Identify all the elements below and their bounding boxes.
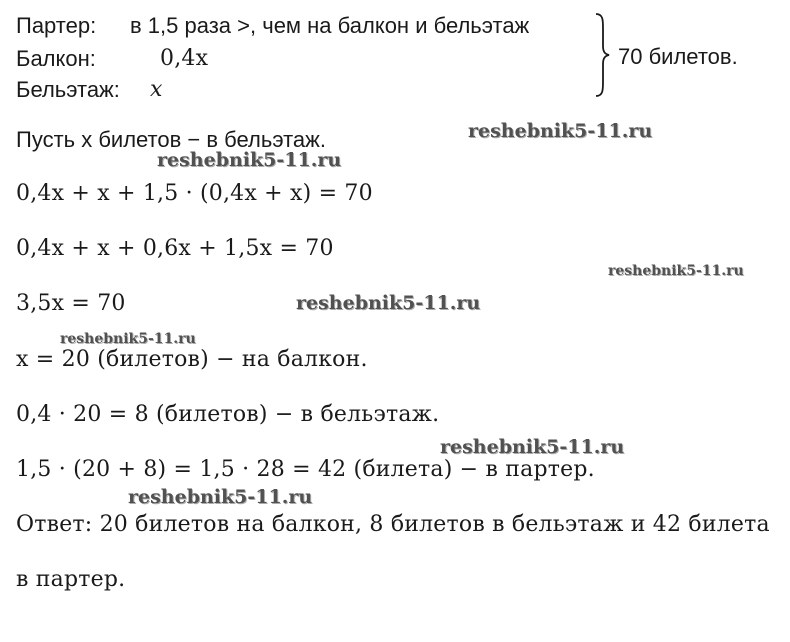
equation-4: x = 20 (билетов) − на балкон. [16, 347, 368, 372]
equation-3: 3,5x = 70 [16, 291, 126, 316]
equation-5: 0,4 · 20 = 8 (билетов) − в бельэтаж. [16, 402, 440, 427]
balkon-expression: 0,4x [160, 46, 209, 71]
right-curly-brace-icon [594, 12, 610, 98]
beletazh-label: Бельэтаж: [16, 77, 120, 102]
watermark: reshebnik5-11.ru [157, 149, 342, 171]
watermark: reshebnik5-11.ru [608, 263, 744, 279]
equation-2: 0,4x + x + 0,6x + 1,5x = 70 [16, 236, 334, 261]
watermark: reshebnik5-11.ru [60, 331, 196, 347]
equation-6: 1,5 · (20 + 8) = 1,5 · 28 = 42 (билета) − в партер. [16, 457, 595, 482]
parter-label: Партер: [16, 13, 97, 38]
equation-1: 0,4x + x + 1,5 · (0,4x + x) = 70 [16, 181, 373, 206]
answer-line-2: в партер. [16, 567, 126, 592]
total-tickets: 70 билетов. [618, 44, 738, 69]
watermark: reshebnik5-11.ru [296, 292, 481, 314]
intro-line: Пусть x билетов − в бельэтаж. [16, 127, 326, 152]
watermark: reshebnik5-11.ru [440, 436, 625, 458]
balkon-label: Балкон: [16, 46, 96, 71]
answer-line-1: Ответ: 20 билетов на балкон, 8 билетов в бельэтаж и 42 билета [16, 512, 770, 537]
watermark: reshebnik5-11.ru [468, 120, 653, 142]
beletazh-expression: x [150, 77, 163, 102]
parter-description: в 1,5 раза >, чем на балкон и бельэтаж [130, 13, 530, 38]
watermark: reshebnik5-11.ru [128, 486, 313, 508]
